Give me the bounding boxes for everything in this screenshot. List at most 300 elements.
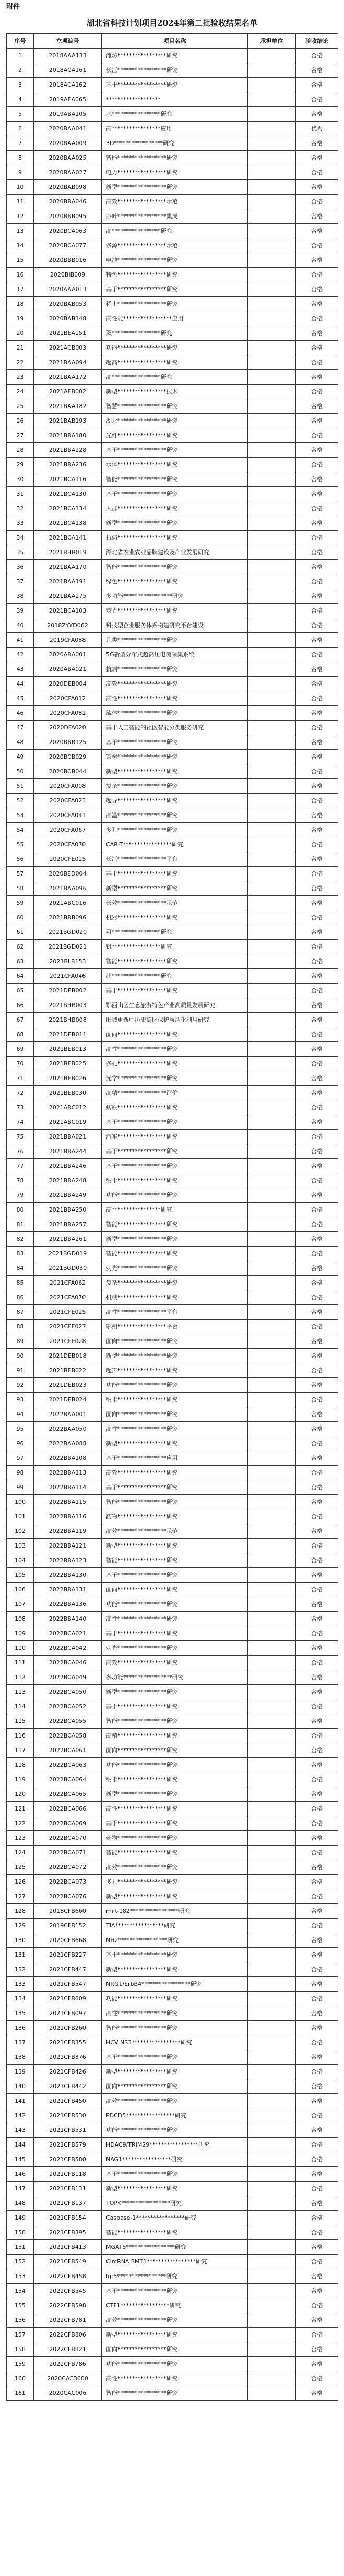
acceptance-result: 合格 [296,1188,338,1203]
row-index: 32 [7,501,34,516]
table-row [7,969,338,984]
table-row [7,2123,338,2138]
table-row [7,1349,338,1363]
project-name: 基于*****************研究 [102,2284,248,2298]
project-code: 2021CFB450 [34,2094,102,2108]
row-index: 95 [7,1422,34,1436]
row-index: 44 [7,677,34,691]
table-row [7,2240,338,2255]
project-code: 2021CFB549 [34,2255,102,2269]
project-name: 面向*****************研究 [102,2342,248,2357]
project-code: 2021BCA103 [34,604,102,618]
project-code: 2021CFE027 [34,1320,102,1334]
project-name: 荧光*****************研究 [102,1261,248,1276]
undertaking-unit [248,49,296,63]
row-index: 60 [7,910,34,925]
row-index: 25 [7,399,34,414]
table-row [7,1057,338,1071]
project-code: 2021CFB447 [34,1962,102,1977]
undertaking-unit [248,984,296,998]
project-name: 基于*****************研究 [102,1159,248,1173]
acceptance-result: 合格 [296,2386,338,2401]
undertaking-unit [248,355,296,370]
table-row [7,165,338,180]
row-index: 79 [7,1188,34,1203]
table-row [7,1846,338,1860]
acceptance-result: 合格 [296,1977,338,1992]
project-code: 2020DFA020 [34,721,102,735]
project-name: 茶树*****************研究 [102,750,248,764]
table-row [7,794,338,808]
project-name: 新型*****************研究 [102,764,248,779]
row-index: 102 [7,1524,34,1539]
table-row [7,1772,338,1787]
acceptance-result: 合格 [296,1451,338,1466]
acceptance-result: 合格 [296,487,338,501]
undertaking-unit [248,1393,296,1407]
undertaking-unit [248,896,296,910]
row-index: 82 [7,1232,34,1247]
acceptance-result: 合格 [296,1378,338,1393]
table-row [7,1173,338,1188]
project-code: 2022CFB458 [34,2269,102,2284]
project-name: 新型*****************研究 [102,1539,248,1553]
undertaking-unit [248,1509,296,1524]
row-index: 87 [7,1305,34,1320]
undertaking-unit [248,1422,296,1436]
project-name: 功能*****************研究 [102,1378,248,1393]
row-index: 74 [7,1115,34,1130]
acceptance-result: 合格 [296,209,338,224]
project-code: 2022BCA042 [34,1641,102,1656]
project-name: Caspase-1*****************研究 [102,2211,248,2225]
project-code: 2022BAA050 [34,1422,102,1436]
undertaking-unit [248,63,296,78]
project-code: 2022BCA050 [34,1685,102,1699]
undertaking-unit [248,969,296,984]
acceptance-result: 合格 [296,180,338,195]
acceptance-result: 合格 [296,764,338,779]
row-index: 78 [7,1173,34,1188]
acceptance-result: 合格 [296,1363,338,1378]
acceptance-result: 合格 [296,910,338,925]
project-code: 2021BBA261 [34,1232,102,1247]
project-name: 新型*****************研究 [102,2065,248,2079]
project-name: 智能*****************研究 [102,472,248,487]
project-name: 基于*****************研究 [102,735,248,750]
undertaking-unit [248,1042,296,1057]
undertaking-unit [248,545,296,560]
undertaking-unit [248,1962,296,1977]
project-name: 智能*****************研究 [102,1714,248,1729]
acceptance-result: 合格 [296,1407,338,1422]
project-name: 特色*****************研究 [102,268,248,282]
project-code: 2020BBB125 [34,735,102,750]
acceptance-result: 合格 [296,662,338,677]
project-code: 2021BGD020 [34,925,102,940]
undertaking-unit [248,1846,296,1860]
project-code: 2021CFB355 [34,2035,102,2050]
table-row [7,560,338,574]
page-title: 湖北省科技计划项目2024年第二批验收结果名单 [87,18,257,28]
table-row [7,1831,338,1846]
project-code: 2021CFB376 [34,2050,102,2065]
undertaking-unit [248,662,296,677]
project-code: 2021BEB030 [34,1086,102,1100]
table-row [7,2050,338,2065]
project-name: 智能*****************研究 [102,151,248,165]
acceptance-result: 合格 [296,604,338,618]
project-name: 高性*****************研究 [102,1802,248,1816]
row-index: 11 [7,195,34,209]
project-name: 荧光*****************研究 [102,1641,248,1656]
table-row [7,1539,338,1553]
acceptance-result: 合格 [296,107,338,122]
project-code: 2019CFA088 [34,633,102,648]
project-name: 新型*****************研究 [102,1232,248,1247]
row-index: 45 [7,691,34,706]
acceptance-result: 合格 [296,1641,338,1656]
project-name: miR-182*****************研究 [102,1904,248,1919]
project-code: 2021CFB547 [34,1977,102,1992]
row-index: 52 [7,794,34,808]
acceptance-result: 合格 [296,136,338,151]
project-name: 水*****************研究 [102,107,248,122]
project-name: 功能*****************研究 [102,1188,248,1203]
undertaking-unit [248,794,296,808]
project-code: 2021CFB131 [34,2182,102,2196]
acceptance-result: 合格 [296,1539,338,1553]
table-row [7,224,338,238]
acceptance-result: 合格 [296,370,338,385]
undertaking-unit [248,1320,296,1334]
undertaking-unit [248,925,296,940]
acceptance-result: 合格 [296,677,338,691]
acceptance-result: 合格 [296,574,338,589]
table-row [7,370,338,385]
acceptance-results-table [6,33,338,2401]
table-row [7,1071,338,1086]
acceptance-result: 合格 [296,195,338,209]
row-index: 30 [7,472,34,487]
project-name: 高性*****************研究 [102,1042,248,1057]
undertaking-unit [248,1290,296,1305]
project-name: 机器*****************研究 [102,910,248,925]
project-code: 2020BCA077 [34,238,102,253]
project-code: 2021BBA180 [34,428,102,443]
table-row [7,2065,338,2079]
row-index: 104 [7,1553,34,1568]
project-name: CTF1*****************研究 [102,2298,248,2313]
undertaking-unit [248,501,296,516]
project-name: 高效*****************研究 [102,677,248,691]
undertaking-unit [248,1553,296,1568]
undertaking-unit [248,2108,296,2123]
project-code: 2022BCA061 [34,1743,102,1758]
project-code: 2021BBB096 [34,910,102,925]
undertaking-unit [248,1451,296,1466]
acceptance-result: 合格 [296,852,338,867]
table-row [7,1875,338,1889]
project-code: 2021BGD021 [34,940,102,954]
project-name: 新型*****************技术 [102,385,248,399]
column-header-unit: 承担单位 [248,34,296,49]
table-row [7,122,338,136]
row-index: 137 [7,2035,34,2050]
acceptance-result: 合格 [296,2371,338,2386]
acceptance-result: 合格 [296,896,338,910]
acceptance-result: 合格 [296,326,338,341]
row-index: 148 [7,2196,34,2211]
row-index: 139 [7,2065,34,2079]
table-row [7,1188,338,1203]
table-row [7,1363,338,1378]
row-index: 39 [7,604,34,618]
project-name: 5G新型分布式超高压电流采集系统 [102,648,248,662]
project-code: 2021BBA257 [34,1217,102,1232]
undertaking-unit [248,589,296,604]
acceptance-result: 合格 [296,2035,338,2050]
table-row [7,516,338,531]
project-name: 长江*****************平台 [102,852,248,867]
undertaking-unit [248,516,296,531]
project-name: 基于*****************研究 [102,984,248,998]
project-name: 3D*****************研究 [102,136,248,151]
undertaking-unit [248,2152,296,2167]
acceptance-result: 合格 [296,1173,338,1188]
project-name: 基于*****************研究 [102,1699,248,1714]
project-code: 2020BAB098 [34,180,102,195]
undertaking-unit [248,2079,296,2094]
row-index: 157 [7,2328,34,2342]
project-name: NRG1/ErbB4*****************研究 [102,1977,248,1992]
acceptance-result: 合格 [296,253,338,268]
acceptance-result: 合格 [296,1802,338,1816]
acceptance-result: 合格 [296,2152,338,2167]
undertaking-unit [248,1743,296,1758]
project-name: TIA*****************研究 [102,1919,248,1933]
row-index: 141 [7,2094,34,2108]
row-index: 55 [7,837,34,852]
row-index: 133 [7,1977,34,1992]
undertaking-unit [248,458,296,472]
project-code: 2020ABA001 [34,648,102,662]
acceptance-result: 合格 [296,2240,338,2255]
acceptance-result: 合格 [296,1992,338,2006]
undertaking-unit [248,1378,296,1393]
row-index: 53 [7,808,34,823]
project-code: 2021CFB530 [34,2108,102,2123]
project-name: 高*****************研究 [102,1203,248,1217]
project-code: 2021CFB097 [34,2006,102,2021]
row-index: 94 [7,1407,34,1422]
project-name: 基于*****************研究 [102,487,248,501]
row-index: 34 [7,531,34,545]
project-name: 面向*****************研究 [102,1583,248,1597]
acceptance-result: 合格 [296,385,338,399]
row-index: 152 [7,2255,34,2269]
project-code: 2021BAA094 [34,355,102,370]
undertaking-unit [248,604,296,618]
acceptance-result: 合格 [296,2328,338,2342]
undertaking-unit [248,808,296,823]
table-row [7,867,338,881]
table-row [7,282,338,297]
project-code: 2022BCA071 [34,1846,102,1860]
acceptance-result: 合格 [296,63,338,78]
acceptance-result: 合格 [296,1436,338,1451]
project-code: 2021BHB008 [34,1013,102,1027]
acceptance-result: 合格 [296,1261,338,1276]
acceptance-result: 合格 [296,2065,338,2079]
row-index: 83 [7,1247,34,1261]
project-name: 智能*****************研究 [102,2021,248,2035]
project-name: 抗病*****************研究 [102,662,248,677]
project-code: 2022BCA058 [34,1729,102,1743]
project-name: 双*****************研究 [102,326,248,341]
row-index: 27 [7,428,34,443]
table-row [7,1203,338,1217]
undertaking-unit [248,1656,296,1670]
row-index: 71 [7,1071,34,1086]
table-row [7,1027,338,1042]
acceptance-result: 合格 [296,2182,338,2196]
project-name: 荧光*****************研究 [102,604,248,618]
project-name: 新型*****************研究 [102,1349,248,1363]
project-code: 2021CFB137 [34,2196,102,2211]
table-row [7,1144,338,1159]
acceptance-result: 合格 [296,1349,338,1363]
project-name: CircRNA SMT1*****************研究 [102,2255,248,2269]
table-row [7,1933,338,1948]
row-index: 36 [7,560,34,574]
project-name: 新型*****************研究 [102,881,248,896]
table-row [7,1422,338,1436]
table-row [7,2284,338,2298]
acceptance-result: 合格 [296,297,338,311]
acceptance-result: 合格 [296,1086,338,1100]
acceptance-result: 合格 [296,2284,338,2298]
project-name: 超声*****************研究 [102,1363,248,1378]
table-row [7,1466,338,1480]
row-index: 7 [7,136,34,151]
project-code: 2022BCA055 [34,1714,102,1729]
acceptance-result: 合格 [296,1860,338,1875]
table-row [7,1086,338,1100]
table-row [7,1597,338,1612]
project-name: 高效*****************研究 [102,1656,248,1670]
project-code: 2018AAA133 [34,49,102,63]
undertaking-unit [248,1714,296,1729]
row-index: 66 [7,998,34,1013]
project-code: 2021BAA275 [34,589,102,604]
acceptance-result: 合格 [296,1685,338,1699]
row-index: 161 [7,2386,34,2401]
project-code: 2022BCA066 [34,1802,102,1816]
row-index: 8 [7,151,34,165]
acceptance-result: 合格 [296,618,338,633]
undertaking-unit [248,1583,296,1597]
acceptance-result: 合格 [296,633,338,648]
table-row [7,910,338,925]
row-index: 106 [7,1583,34,1597]
project-code: 2021DEB023 [34,1378,102,1393]
acceptance-result: 合格 [296,2313,338,2328]
row-index: 121 [7,1802,34,1816]
project-name: 基于*****************研究 [102,282,248,297]
project-name: 新型*****************研究 [102,2182,248,2196]
undertaking-unit [248,750,296,764]
row-index: 75 [7,1130,34,1144]
acceptance-result: 合格 [296,399,338,414]
project-name: 面向*****************研究 [102,2079,248,2094]
project-code: 2021DEB024 [34,1393,102,1407]
project-name: 纳米*****************研究 [102,1772,248,1787]
project-code: 2020BBA046 [34,195,102,209]
acceptance-result: 合格 [296,472,338,487]
acceptance-result: 合格 [296,1042,338,1057]
undertaking-unit [248,151,296,165]
undertaking-unit [248,2328,296,2342]
table-row [7,1480,338,1495]
undertaking-unit [248,837,296,852]
acceptance-result: 合格 [296,1115,338,1130]
acceptance-result: 合格 [296,1875,338,1889]
undertaking-unit [248,1889,296,1904]
row-index: 156 [7,2313,34,2328]
table-row [7,297,338,311]
acceptance-result: 合格 [296,1422,338,1436]
undertaking-unit [248,443,296,458]
project-name: 高温*****************研究 [102,808,248,823]
project-code: 2022BBA119 [34,1524,102,1539]
project-code: 2020BAA009 [34,136,102,151]
acceptance-result: 合格 [296,881,338,896]
project-name: 湖北省农业农业品牌建设及产业发展研究 [102,545,248,560]
table-row [7,2211,338,2225]
column-header-project-name: 项目名称 [102,34,248,49]
project-name: 高*****************研究 [102,370,248,385]
undertaking-unit [248,472,296,487]
acceptance-result: 合格 [296,1933,338,1948]
acceptance-result: 合格 [296,282,338,297]
project-name: 基于*****************研究 [102,867,248,881]
undertaking-unit [248,618,296,633]
undertaking-unit [248,238,296,253]
acceptance-result: 合格 [296,1466,338,1480]
project-code: 2021BCA130 [34,487,102,501]
project-code: 2021BBA249 [34,1188,102,1203]
row-index: 160 [7,2371,34,2386]
row-index: 2 [7,63,34,78]
project-name: 多孔*****************研究 [102,1057,248,1071]
undertaking-unit [248,1568,296,1583]
undertaking-unit [248,399,296,414]
project-code: 2021BBA236 [34,458,102,472]
undertaking-unit [248,1407,296,1422]
project-name: 新型*****************研究 [102,1889,248,1904]
table-row [7,341,338,355]
undertaking-unit [248,1466,296,1480]
undertaking-unit [248,1685,296,1699]
project-code: 2020BAB053 [34,297,102,311]
table-row [7,414,338,428]
acceptance-result: 合格 [296,1393,338,1407]
undertaking-unit [248,1203,296,1217]
acceptance-result: 合格 [296,940,338,954]
undertaking-unit [248,122,296,136]
undertaking-unit [248,268,296,282]
